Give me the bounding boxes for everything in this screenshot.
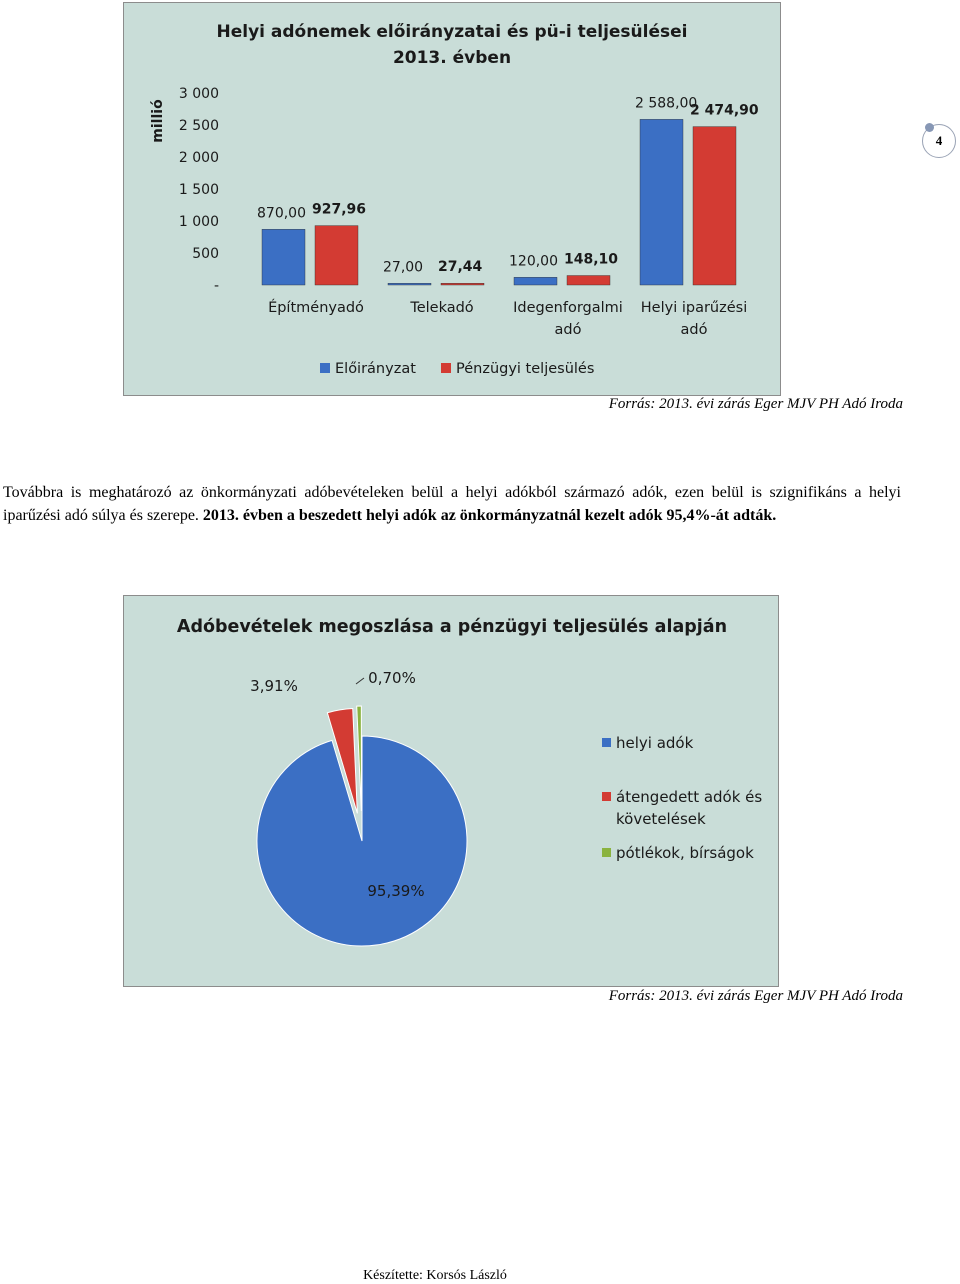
bar-data-label: 148,10 — [564, 251, 619, 268]
bar-chart-source: Forrás: 2013. évi zárás Eger MJV PH Adó Iroda — [608, 396, 903, 412]
legend-swatch — [320, 363, 330, 373]
bar-eloiranyzat — [640, 119, 683, 285]
legend-swatch — [441, 363, 451, 373]
bar-chart-canvas — [124, 3, 780, 395]
bar-teljesules — [315, 226, 358, 285]
bar-chart — [123, 2, 781, 396]
bar-eloiranyzat — [262, 229, 305, 285]
bar-teljesules — [567, 276, 610, 285]
legend-label: Pénzügyi teljesülés — [456, 361, 595, 377]
bar-data-label: 870,00 — [257, 205, 306, 222]
y-tick-label: 500 — [192, 246, 219, 262]
y-tick-label: 1 000 — [178, 214, 219, 230]
pie-leader-line — [356, 678, 364, 684]
bar-data-label: 2 474,90 — [690, 102, 759, 119]
x-tick-label: Idegenforgalmi — [513, 300, 623, 316]
page-number: 4 — [935, 133, 943, 148]
pie-chart — [123, 595, 779, 987]
y-tick-label: 1 500 — [178, 182, 219, 198]
x-tick-label: adó — [554, 322, 582, 338]
pie-legend-label: pótlékok, bírságok — [616, 844, 754, 862]
paragraph-bold-text: 2013. évben a beszedett helyi adók az önkormányzatnál kezelt adók 95,4%-át adták. — [202, 506, 777, 524]
bar-data-label: 120,00 — [509, 253, 558, 270]
x-tick-label: Építményadó — [268, 300, 364, 316]
pie-chart-canvas — [124, 596, 778, 986]
bar-chart-title: Helyi adónemek előirányzatai és pü-i teljesülései — [216, 22, 688, 42]
x-tick-label: Helyi iparűzési — [640, 300, 748, 316]
pie-legend-swatch — [602, 792, 611, 801]
badge-dot — [925, 123, 934, 132]
y-tick-label: 2 500 — [178, 118, 219, 134]
pie-slice — [357, 706, 362, 811]
pie-data-label: 3,91% — [250, 677, 298, 695]
pie-legend-swatch — [602, 848, 611, 857]
pie-data-label: 95,39% — [367, 882, 425, 900]
pie-data-label: 0,70% — [368, 669, 416, 687]
pie-chart-source: Forrás: 2013. évi zárás Eger MJV PH Adó Iroda — [608, 988, 903, 1004]
pie-legend-label: követelések — [616, 810, 706, 828]
bar-data-label: 2 588,00 — [635, 95, 698, 112]
paragraph-text: Továbbra is meghatározó az önkormányzati adóbevételeken belül a helyi adókból származó adók, ezen belül is szignifikáns a helyi iparűzési adó súlya és szerepe. — [3, 484, 901, 524]
bar-data-label: 27,44 — [438, 259, 483, 276]
pie-chart-title: Adóbevételek megoszlása a pénzügyi teljesülés alapján — [176, 617, 728, 637]
bar-eloiranyzat — [388, 283, 431, 285]
x-tick-label: Telekadó — [410, 300, 474, 316]
bar-teljesules — [441, 283, 484, 285]
bar-data-label: 927,96 — [312, 201, 367, 218]
pie-legend-label: helyi adók — [616, 734, 694, 752]
page-footer: Készítette: Korsós László — [363, 1268, 507, 1283]
y-tick-label: 3 000 — [178, 86, 219, 102]
bar-eloiranyzat — [514, 277, 557, 285]
pie-legend-label: átengedett adók és — [616, 788, 763, 806]
page-number-badge — [922, 124, 956, 158]
pie-slice — [257, 736, 467, 946]
y-axis-label: millió — [150, 99, 166, 143]
pie-legend-swatch — [602, 738, 611, 747]
bar-data-label: 27,00 — [383, 259, 424, 276]
legend-label: Előirányzat — [335, 361, 416, 377]
y-tick-label: - — [213, 278, 219, 294]
body-paragraph — [3, 482, 901, 527]
bar-teljesules — [693, 127, 736, 285]
bar-chart-subtitle: 2013. évben — [392, 48, 512, 68]
x-tick-label: adó — [680, 322, 708, 338]
y-tick-label: 2 000 — [178, 150, 219, 166]
